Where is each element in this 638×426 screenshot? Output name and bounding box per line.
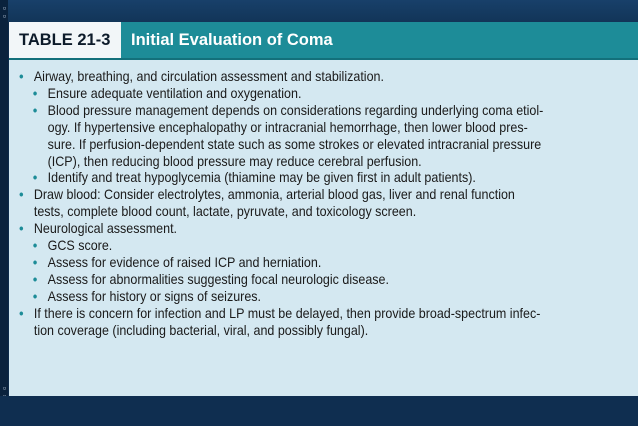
list-item-text: GCS score. [47, 238, 113, 254]
bullet-icon: • [19, 221, 24, 237]
bullet-icon: • [32, 102, 38, 118]
list-item [18, 187, 622, 221]
bullet-icon: • [32, 170, 38, 186]
slide-left-strip [0, 0, 8, 426]
list-item-text: Airway, breathing, and circulation assessment and stabilization. [33, 69, 384, 84]
bullet-icon: • [19, 187, 24, 203]
bullet-list [9, 60, 635, 340]
sub-list-item [32, 289, 622, 306]
list-item-text: tion coverage (including bacterial, viral, and possibly fungal). [33, 322, 369, 338]
list-item [18, 306, 622, 340]
list-item-text: Ensure adequate ventilation and oxygenation. [47, 85, 302, 101]
list-item [18, 69, 622, 86]
bullet-icon: • [32, 85, 38, 101]
table-card [9, 22, 638, 396]
list-item-text: Neurological assessment. [33, 221, 178, 237]
slide-bottom-band [0, 396, 638, 426]
sub-list-item [32, 86, 622, 103]
list-item-text: Assess for abnormalities suggesting focal neurologic disease. [47, 271, 389, 287]
table-title: Initial Evaluation of Coma [131, 31, 333, 49]
list-item-text: Identify and treat hypoglycemia (thiamine may be given first in adult patients). [47, 170, 476, 186]
bullet-icon: • [19, 69, 24, 84]
bullet-icon: • [32, 254, 38, 270]
list-item-text: sure. If perfusion-dependent state such as some strokes or elevated intracranial pressure [47, 136, 542, 152]
list-item-text: Assess for history or signs of seizures. [47, 288, 262, 304]
slide-top-band [0, 0, 638, 22]
list-item-text: Assess for evidence of raised ICP and herniation. [47, 254, 322, 270]
list-item-text: (ICP), then reducing blood pressure may reduce cerebral perfusion. [47, 153, 422, 169]
bullet-icon: • [32, 271, 38, 287]
sub-list-item [32, 238, 622, 255]
bullet-icon: • [32, 288, 38, 304]
bullet-icon: • [32, 238, 38, 254]
list-item-text: Draw blood: Consider electrolytes, ammonia, arterial blood gas, liver and renal function [33, 187, 515, 203]
list-item-text: tests, complete blood count, lactate, pyruvate, and toxicology screen. [33, 204, 417, 220]
table-label: TABLE 21-3 [9, 22, 121, 58]
sub-list-item [32, 255, 622, 272]
sub-list-item [32, 170, 622, 187]
list-item-text: Blood pressure management depends on considerations regarding underlying coma etiol- [47, 102, 544, 118]
edge-marks-bottom: ▫ [2, 383, 7, 393]
sub-list-item [32, 103, 622, 171]
list-item-text: ogy. If hypertensive encephalopathy or intracranial hemorrhage, then lower blood pres- [47, 119, 528, 135]
edge-marks-top: ▫ ▫ [2, 3, 7, 21]
list-item-text: If there is concern for infection and LP must be delayed, then provide broad-spectrum infec- [33, 305, 541, 321]
list-item [18, 221, 622, 238]
table-header [9, 22, 638, 60]
sub-list-item [32, 272, 622, 289]
bullet-icon: • [19, 305, 24, 321]
